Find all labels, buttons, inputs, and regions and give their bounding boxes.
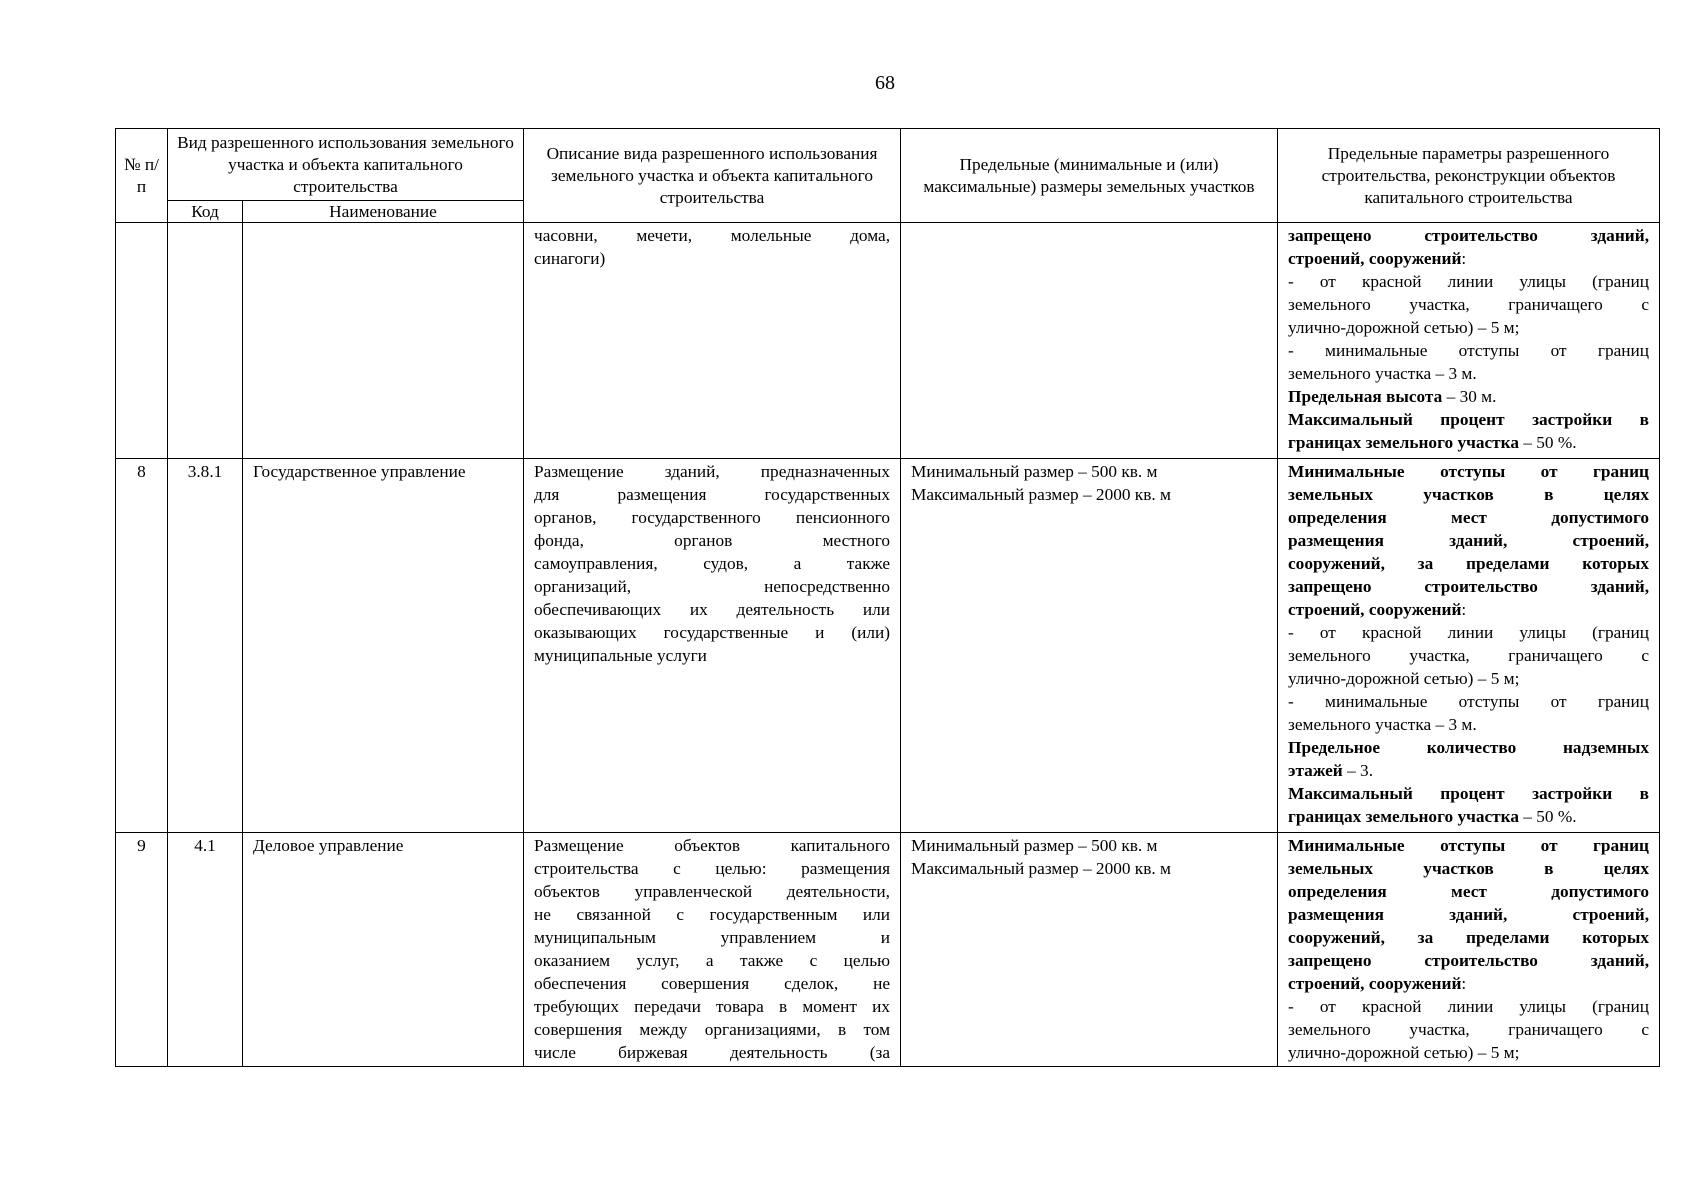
row-num <box>116 223 168 459</box>
row-code: 3.8.1 <box>168 459 243 833</box>
row-name: Деловое управление <box>243 833 524 1067</box>
table-row <box>116 459 1660 833</box>
page-number: 68 <box>875 72 895 94</box>
max-size: Максимальный размер – 2000 кв. м <box>911 859 1171 878</box>
max-size: Максимальный размер – 2000 кв. м <box>911 485 1171 504</box>
header-num: № п/п <box>116 129 168 223</box>
row-name <box>243 223 524 459</box>
header-name: Наименование <box>243 201 524 223</box>
zoning-table <box>115 128 1660 1067</box>
row-sizes <box>901 223 1278 459</box>
table-row <box>116 833 1660 1067</box>
row-num: 8 <box>116 459 168 833</box>
header-params: Предельные параметры разрешенного строительства, реконструкции объектов капитального строительства <box>1278 129 1660 223</box>
row-description: часовни, мечети, молельные дома, синагоги) <box>524 223 901 459</box>
header-code: Код <box>168 201 243 223</box>
table-row <box>116 223 1660 459</box>
row-sizes <box>901 459 1278 833</box>
row-code <box>168 223 243 459</box>
row-description: Размещение зданий, предназначенных для размещения государственных органов, государственного пенсионного фонда, органов местного самоуправления, судов, а также организаций, непосредственно обеспечивающих их деятельность или оказывающих государственные и (или) муниципальные услуги <box>524 459 901 833</box>
row-num: 9 <box>116 833 168 1067</box>
row-sizes <box>901 833 1278 1067</box>
row-description: Размещение объектов капитального строительства с целью: размещения объектов управленческой деятельности, не связанной с государственным или муниципальным управлением и оказанием услуг, а также с целью обеспечения совершения сделок, не требующих передачи товара в момент их совершения между организациями, в том числе биржевая деятельность (за <box>524 833 901 1067</box>
row-params: Минимальные отступы от границ земельных участков в целях определения мест допустимого размещения зданий, строений, сооружений, за пределами которых запрещено строительство зданий, строений, сооружений: - от красной линии улицы (границ земельного участка, граничащего с улично-дорожной сетью) – 5 м; - минимальные отступы от границ земельного участка – 3 м. Предельное количество надземных этажей – 3. Максимальный процент застройки в границах земельного участка – 50 %. <box>1278 459 1660 833</box>
row-params: Минимальные отступы от границ земельных участков в целях определения мест допустимого размещения зданий, строений, сооружений, за пределами которых запрещено строительство зданий, строений, сооружений: - от красной линии улицы (границ земельного участка, граничащего с улично-дорожной сетью) – 5 м; <box>1278 833 1660 1067</box>
min-size: Минимальный размер – 500 кв. м <box>911 462 1158 481</box>
header-description: Описание вида разрешенного использования земельного участка и объекта капитального строительства <box>524 129 901 223</box>
row-name: Государственное управление <box>243 459 524 833</box>
header-sizes: Предельные (минимальные и (или) максимальные) размеры земельных участков <box>901 129 1278 223</box>
min-size: Минимальный размер – 500 кв. м <box>911 836 1158 855</box>
row-params: запрещено строительство зданий, строений, сооружений: - от красной линии улицы (границ земельного участка, граничащего с улично-дорожной сетью) – 5 м; - минимальные отступы от границ земельного участка – 3 м. Предельная высота – 30 м. Максимальный процент застройки в границах земельного участка – 50 %. <box>1278 223 1660 459</box>
header-use-type: Вид разрешенного использования земельного участка и объекта капитального строительства <box>168 129 524 201</box>
row-code: 4.1 <box>168 833 243 1067</box>
